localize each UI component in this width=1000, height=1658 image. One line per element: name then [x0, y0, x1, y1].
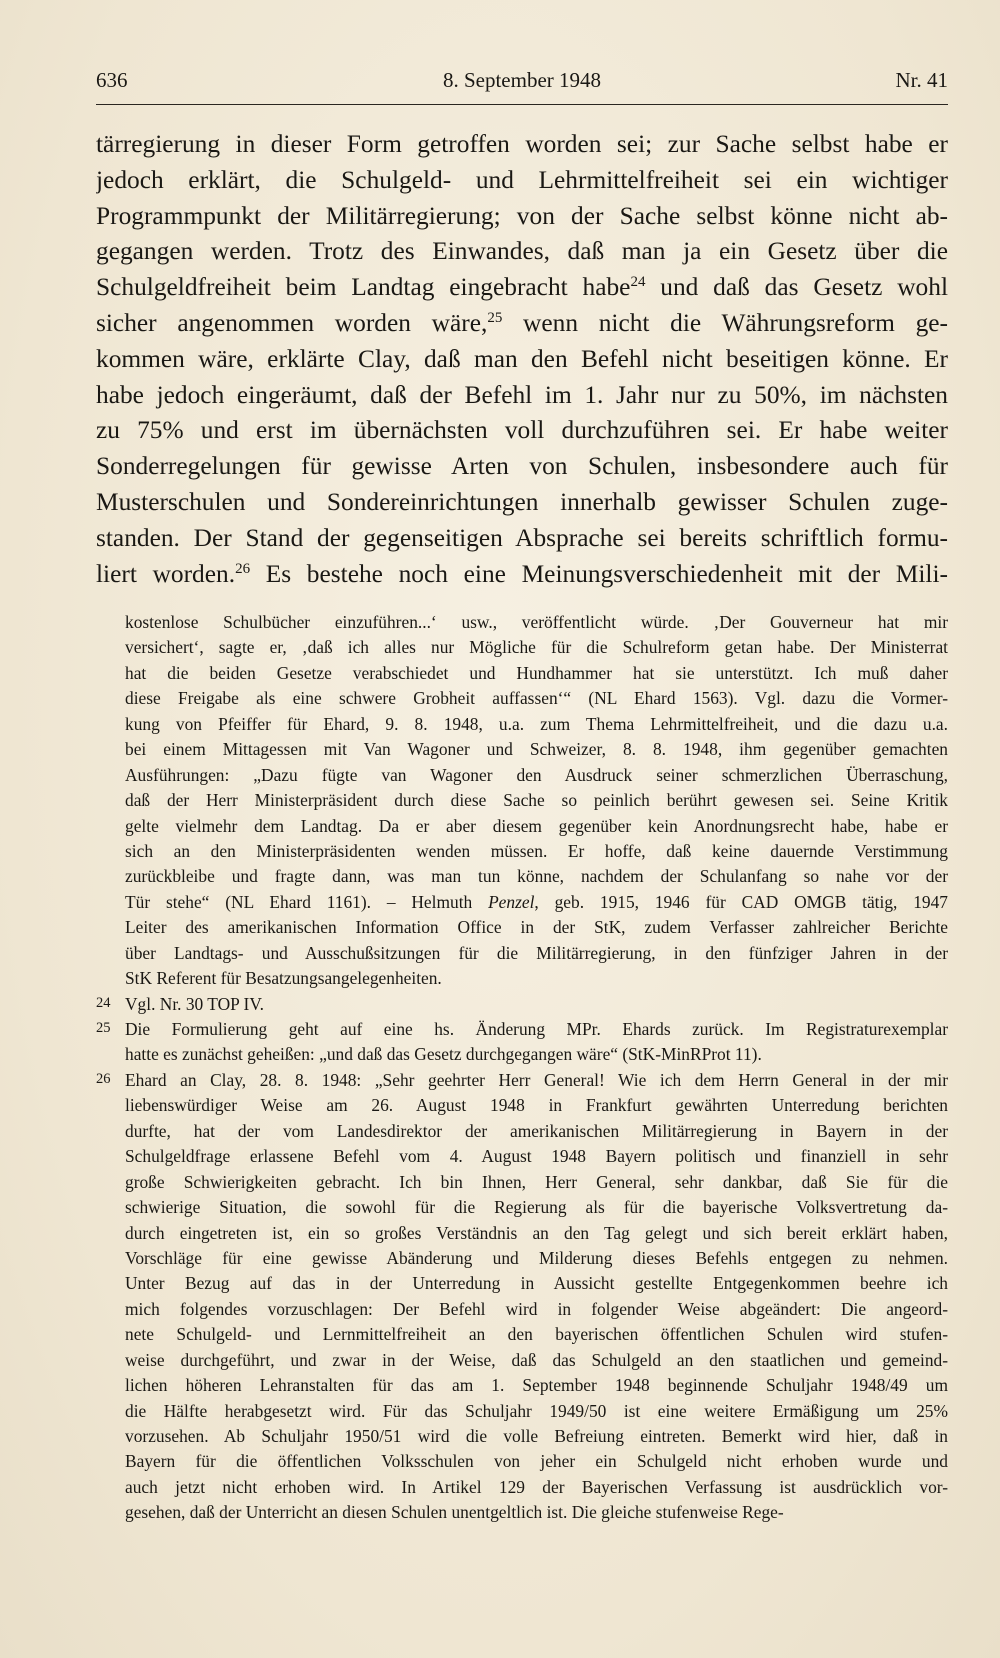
page-number: 636	[96, 68, 128, 92]
body-text-line: kommen wäre, erklärte Clay, daß man den Befehl nicht beseitigen könne. Er	[96, 344, 948, 373]
body-text-line: Programmpunkt der Militärregierung; von der Sache selbst könne nicht ab-	[96, 201, 948, 230]
footnote-line: StK Referent für Besatzungsangelegenheiten.	[125, 968, 442, 989]
header-date: 8. September 1948	[442, 68, 602, 92]
body-text-segment: Es bestehe noch eine Meinungsverschiedenheit mit der Mili-	[250, 559, 948, 588]
footnote-line: versichert‘, sagte er, ‚daß ich alles nur Mögliche für die Schulreform getan habe. Der Ministerrat	[125, 637, 948, 658]
footnote-line: vorzusehen. Ab Schuljahr 1950/51 wird die volle Befreiung eintreten. Bemerkt wird hier, daß in	[125, 1426, 948, 1446]
footnote-line: Leiter des amerikanischen Information Office in der StK, zudem Verfasser zahlreicher Berichte	[125, 917, 948, 938]
body-text-line: Sonderregelungen für gewisse Arten von Schulen, insbesondere auch für	[96, 452, 948, 481]
footnote-reference[interactable]: 25	[487, 309, 503, 326]
footnote-line: Ehard an Clay, 28. 8. 1948: „Sehr geehrter Herr General! Wie ich dem Herrn General in der mir	[125, 1069, 948, 1090]
footnote-line: kung von Pfeiffer für Ehard, 9. 8. 1948, u.a. zum Thema Lehrmittelfreiheit, und die dazu u.a.	[125, 713, 948, 734]
body-text-line: habe jedoch eingeräumt, daß der Befehl im 1. Jahr nur zu 50%, im nächsten	[96, 380, 948, 409]
footnote-line: hat die beiden Gesetze verabschiedet und Hundhammer hat sie unterstützt. Ich muß daher	[125, 662, 948, 683]
document-number: Nr. 41	[895, 68, 948, 92]
footnote-line: weise durchgeführt, und zwar in der Weise, daß das Schulgeld an den staatlichen und gemeind-	[125, 1349, 948, 1370]
footnote-line: schwierige Situation, die sowohl für die Regierung als für die bayerische Volksvertretung da-	[125, 1197, 948, 1218]
footnote-line: zurückbleibe und fragte dann, was man tun könne, nachdem der Schulanfang so nahe vor der	[125, 866, 948, 887]
footnote-line: bei einem Mittagessen mit Van Wagoner und Schweizer, 8. 8. 1948, ihm gegenüber gemachten	[125, 739, 948, 760]
footnote-line: liebenswürdiger Weise am 26. August 1948 in Frankfurt gewährten Unterredung berichten	[125, 1095, 948, 1116]
footnote-line: Vorschläge für eine gewisse Abänderung und Milderung dieses Befehls entgegen zu nehmen.	[125, 1247, 948, 1268]
footnote-line: Ausführungen: „Dazu fügte van Wagoner den Ausdruck seiner schmerzlichen Überraschung,	[125, 764, 948, 785]
footnote-line: nete Schulgeld- und Lernmittelfreiheit an den bayerischen öffentlichen Schulen wird stufen-	[125, 1324, 948, 1345]
person-name: Penzel	[488, 891, 535, 912]
footnote-line: Vgl. Nr. 30 TOP IV.	[125, 993, 264, 1014]
footnote-line: lichen höheren Lehranstalten für das am 1. September 1948 beginnende Schuljahr 1948/49 um	[125, 1375, 948, 1396]
body-text-line	[96, 270, 948, 306]
running-header	[96, 62, 948, 105]
footnote-line: große Schwierigkeiten gebracht. Ich bin Ihnen, Herr General, sehr dankbar, daß Sie für die	[125, 1171, 948, 1192]
body-text-segment: und daß das Gesetz wohl	[645, 273, 948, 302]
main-text	[96, 127, 948, 592]
footnote	[96, 1017, 948, 1068]
footnote-reference[interactable]: 24	[630, 274, 646, 291]
footnotes	[96, 610, 948, 1526]
footnote-line: Unter Bezug auf das in der Unterredung in Aussicht gestellte Entgegenkommen beehre ich	[125, 1273, 948, 1294]
footnote-line: Tür stehe“ (NL Ehard 1161). – Helmuth Penzel, geb. 1915, 1946 für CAD OMGB tätig, 1947	[125, 891, 948, 912]
footnote	[96, 610, 948, 992]
body-text-line: zu 75% und erst im übernächsten voll durchzuführen sei. Er habe weiter	[96, 416, 948, 445]
footnote-number: 25	[96, 1020, 111, 1036]
footnote-line: Die Formulierung geht auf eine hs. Änderung MPr. Ehards zurück. Im Registraturexemplar	[125, 1019, 948, 1039]
body-text-line: gegangen werden. Trotz des Einwandes, daß man ja ein Gesetz über die	[96, 237, 948, 266]
footnote-number: 24	[96, 994, 111, 1011]
body-text-line: tärregierung in dieser Form getroffen worden sei; zur Sache selbst habe er	[96, 130, 948, 158]
footnote-line: durch eingetreten ist, ein so großes Verständnis an den Tag gelegt und sich bereit erklärt haben,	[125, 1222, 948, 1243]
footnote-line: auch jetzt nicht erhoben wird. In Artikel 129 der Bayerischen Verfassung ist ausdrücklich vor-	[125, 1476, 948, 1497]
footnote-line: hatte es zunächst geheißen: „und daß das Gesetz durchgegangen wäre“ (StK-MinRProt 11).	[125, 1044, 762, 1065]
body-text-segment: Schulgeldfreiheit beim Landtag eingebracht habe	[96, 273, 631, 302]
body-text-segment: sicher angenommen worden wäre,	[96, 308, 488, 337]
footnote-line: durfte, hat der vom Landesdirektor der amerikanischen Militärregierung in Bayern in der	[125, 1120, 948, 1141]
footnote	[96, 992, 948, 1017]
footnote-line: Schulgeldfrage erlassene Befehl vom 4. August 1948 Bayern politisch und finanziell in sehr	[125, 1146, 948, 1167]
footnote-line: Bayern für die öffentlichen Volksschulen von jeher ein Schulgeld nicht erhoben wurde und	[125, 1451, 948, 1472]
footnote-line: diese Freigabe als eine schwere Grobheit auffassen‘“ (NL Ehard 1563). Vgl. dazu die Vormer-	[125, 688, 948, 709]
footnote-line: kostenlose Schulbücher einzuführen...‘ usw., veröffentlicht würde. ‚Der Gouverneur hat mir	[125, 612, 948, 632]
body-text-segment: wenn nicht die Währungsreform ge-	[502, 308, 948, 337]
body-text-line	[96, 557, 948, 593]
body-text-segment: liert worden.	[96, 559, 236, 588]
footnote-line: mich folgendes vorzuschlagen: Der Befehl wird in folgender Weise abgeändert: Die angeord-	[125, 1298, 948, 1319]
footnote-line: daß der Herr Ministerpräsident durch diese Sache so peinlich berührt gewesen sei. Seine Kritik	[125, 790, 948, 811]
footnote-line: über Landtags- und Ausschußsitzungen für die Militärregierung, in den fünfziger Jahren in der	[125, 942, 948, 963]
footnote-line: gesehen, daß der Unterricht an diesen Schulen unentgeltlich ist. Die gleiche stufenweise Rege-	[125, 1502, 784, 1523]
body-text-line: jedoch erklärt, die Schulgeld- und Lehrmittelfreiheit sei ein wichtiger	[96, 165, 948, 194]
body-text-line: standen. Der Stand der gegenseitigen Absprache sei bereits schriftlich formu-	[96, 523, 948, 552]
body-text-line	[96, 306, 948, 342]
footnote-line: die Hälfte herabgesetzt wird. Für das Schuljahr 1949/50 ist eine weitere Ermäßigung um 25%	[125, 1400, 948, 1421]
footnote-line: gelte vielmehr dem Landtag. Da er aber diesem gegenüber kein Anordnungsrecht habe, habe er	[125, 815, 948, 836]
body-text-line: Musterschulen und Sondereinrichtungen innerhalb gewisser Schulen zuge-	[96, 487, 948, 516]
footnote-reference[interactable]: 26	[235, 560, 251, 577]
footnote-number: 26	[96, 1070, 111, 1087]
footnote-line: sich an den Ministerpräsidenten wenden müssen. Er hoffe, daß keine dauernde Verstimmung	[125, 840, 948, 861]
footnote	[96, 1068, 948, 1526]
